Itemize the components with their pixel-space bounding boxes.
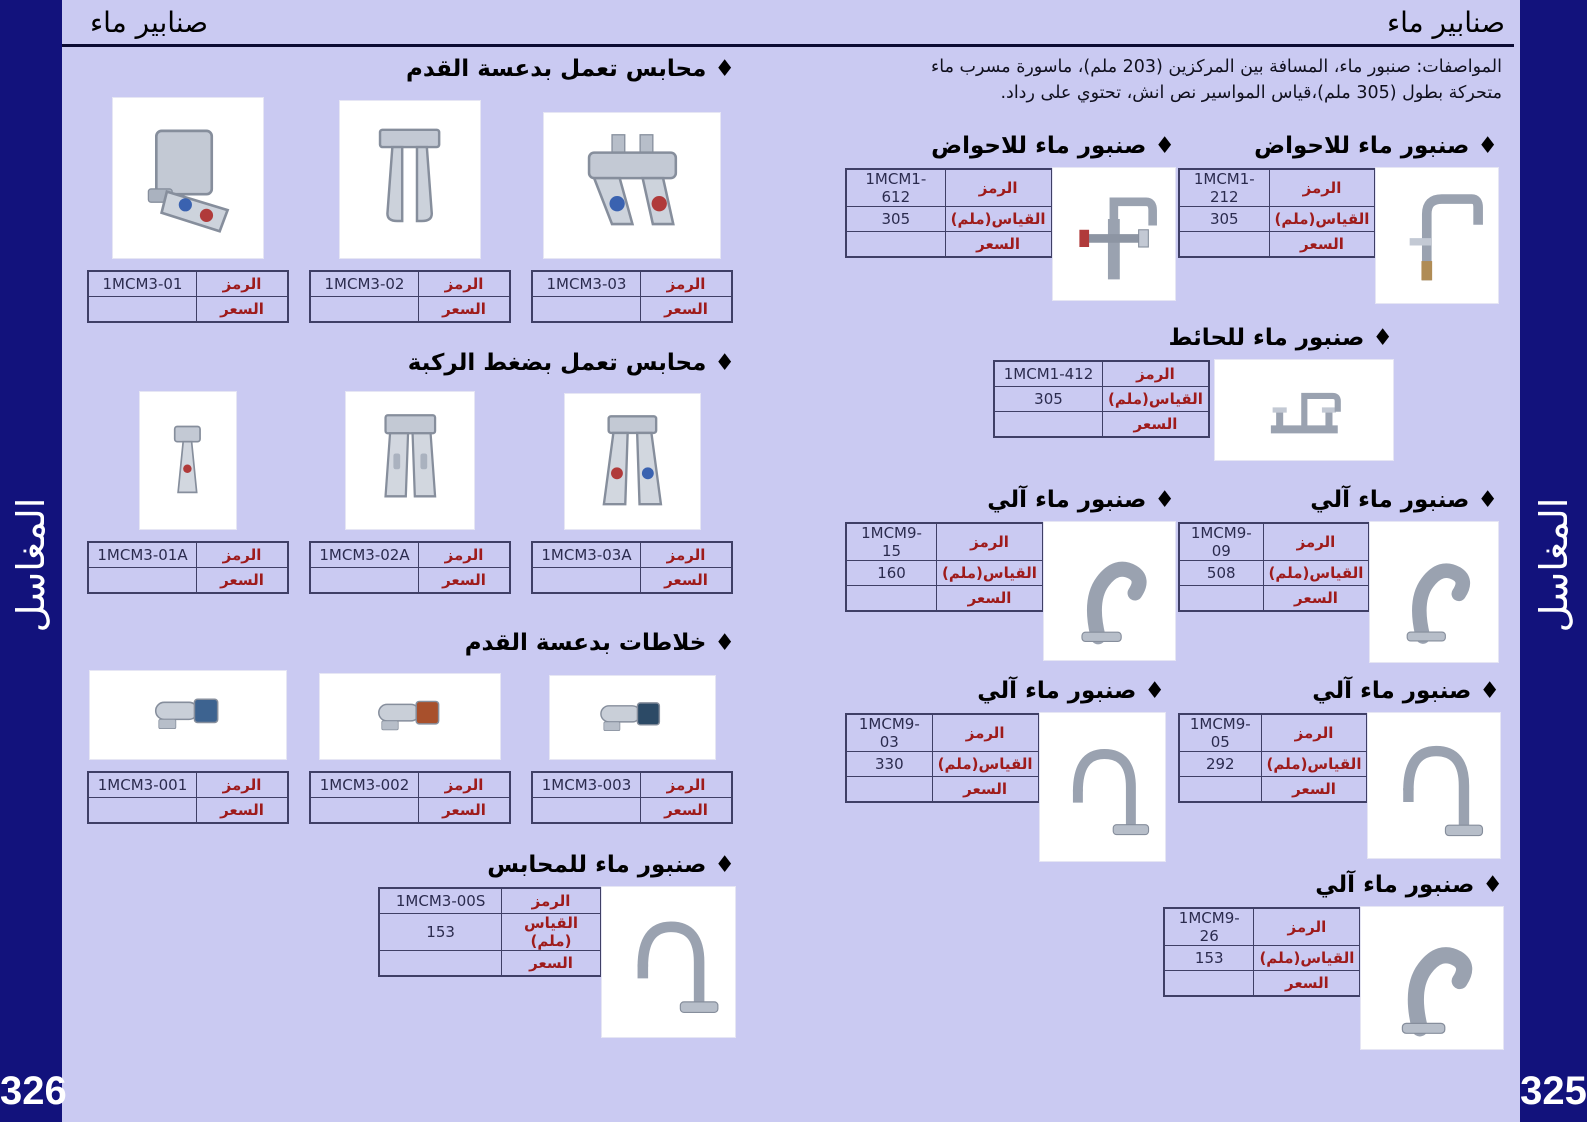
left-sidebar — [0, 0, 67, 1122]
product-price — [846, 777, 932, 803]
product-table — [1163, 907, 1361, 997]
double-pedal-icon — [348, 110, 471, 248]
code-label: الرمز — [1269, 169, 1375, 207]
product-column — [307, 384, 513, 594]
product-table — [993, 360, 1210, 438]
product-price — [846, 232, 945, 258]
product-image-sensor-faucet — [1361, 907, 1503, 1049]
product-image-wall-faucet — [1215, 360, 1393, 460]
product-price — [379, 951, 502, 977]
product-code: 1MCM3-01A — [88, 542, 197, 568]
product-code: 1MCM3-003 — [532, 772, 641, 798]
knee-double-valve-icon — [354, 400, 467, 521]
right-sidebar — [1520, 0, 1587, 1122]
product-code: 1MCM9-03 — [846, 714, 932, 752]
product-table — [531, 541, 733, 594]
product-column — [307, 664, 513, 824]
price-label: السعر — [1269, 232, 1375, 258]
product-column — [529, 664, 735, 824]
gooseneck-faucet-icon — [1376, 722, 1492, 850]
title-underline — [62, 44, 1514, 47]
section-title: ♦ صنبور ماء آلي — [987, 487, 1175, 513]
left-page-title: صنابير ماء — [90, 6, 209, 39]
wall-faucet-icon — [1226, 366, 1383, 454]
product-card-1MCM9-26 — [1163, 872, 1503, 1049]
product-table — [87, 771, 289, 824]
product-price — [1179, 586, 1263, 612]
product-size: 292 — [1179, 752, 1261, 777]
price-label: السعر — [1261, 777, 1367, 803]
price-label: السعر — [419, 297, 511, 323]
code-label: الرمز — [419, 542, 511, 568]
product-size: 508 — [1179, 561, 1263, 586]
sidebar-vertical-label: المغاسل — [1531, 497, 1576, 633]
right-page-number: 325 — [1520, 1069, 1587, 1113]
code-label: الرمز — [197, 542, 289, 568]
code-label: الرمز — [419, 772, 511, 798]
section-title: ♦ خلاطات بدعسة القدم — [464, 630, 735, 656]
product-image-foot-mixer — [320, 674, 500, 759]
product-image-double-pedal-valve — [340, 101, 480, 258]
product-card-1MCM9-03 — [845, 678, 1165, 861]
size-label: القياس(ملم) — [1254, 946, 1360, 971]
product-image-knee-double-valve — [346, 392, 474, 529]
product-price — [994, 412, 1103, 438]
size-label: القياس(ملم) — [937, 561, 1043, 586]
section-title: ♦ صنبور ماء آلي — [977, 678, 1165, 704]
knee-valve-icon — [146, 400, 230, 521]
double-lever-icon — [573, 402, 692, 521]
product-price — [1179, 777, 1261, 803]
code-label: الرمز — [197, 271, 289, 297]
size-label: القياس(ملم) — [1261, 752, 1367, 777]
code-label: الرمز — [641, 271, 733, 297]
double-valve-icon — [555, 122, 710, 250]
sensor-faucet-icon — [1052, 530, 1167, 651]
right-page-title: صنابير ماء — [1386, 6, 1505, 39]
product-size: 305 — [994, 387, 1103, 412]
product-card-1MCM1-612 — [845, 133, 1175, 300]
product-image-single-faucet — [1376, 168, 1498, 303]
code-label: الرمز — [937, 523, 1043, 561]
product-price — [310, 798, 419, 824]
product-code: 1MCM9-09 — [1179, 523, 1263, 561]
deck-faucet-icon — [1384, 176, 1491, 295]
specifications-text: المواصفات: صنبور ماء، المسافة بين المركزين (203 ملم)، ماسورة مسرب ماء متحركة بطول (305 ملم)،قياس المواسير نص انش، تحتوي على رداد. — [931, 57, 1502, 103]
code-label: الرمز — [1263, 523, 1369, 561]
section-title: ♦ صنبور ماء آلي — [1310, 487, 1498, 513]
product-price — [532, 798, 641, 824]
price-label: السعر — [932, 777, 1038, 803]
product-image-foot-mixer — [90, 671, 286, 759]
product-price — [846, 586, 937, 612]
product-price — [1179, 232, 1269, 258]
product-code: 1MCM3-02 — [310, 271, 419, 297]
code-label: الرمز — [641, 772, 733, 798]
code-label: الرمز — [932, 714, 1038, 752]
code-label: الرمز — [1103, 361, 1209, 387]
foot-mixer-icon — [331, 679, 489, 754]
product-code: 1MCM1-612 — [846, 169, 945, 207]
section-knee-press-valves — [85, 350, 735, 594]
size-label: القياس(ملم) — [1263, 561, 1369, 586]
section-title: ♦ صنبور ماء للاحواض — [931, 133, 1175, 159]
product-image-knee-valve — [140, 392, 236, 529]
price-label: السعر — [641, 568, 733, 594]
product-image-foot-valve — [113, 98, 263, 258]
code-label: الرمز — [1254, 908, 1360, 946]
product-table — [845, 713, 1040, 803]
product-image-gooseneck-faucet — [1368, 713, 1500, 858]
product-size: 305 — [846, 207, 945, 232]
product-table — [1178, 522, 1370, 612]
size-label: القياس(ملم) — [1103, 387, 1209, 412]
size-label: القياس (ملم) — [502, 914, 601, 951]
section-title: ♦ صنبور ماء آلي — [1315, 872, 1503, 898]
code-label: الرمز — [419, 271, 511, 297]
product-code: 1MCM3-00S — [379, 888, 502, 914]
product-code: 1MCM3-002 — [310, 772, 419, 798]
product-size: 160 — [846, 561, 937, 586]
product-code: 1MCM9-15 — [846, 523, 937, 561]
product-table — [845, 522, 1044, 612]
product-card-1MCM9-05 — [1178, 678, 1500, 858]
product-column — [307, 90, 513, 323]
price-label: السعر — [197, 297, 289, 323]
product-table — [309, 270, 511, 323]
product-column — [529, 90, 735, 323]
price-label: السعر — [945, 232, 1051, 258]
product-table — [87, 270, 289, 323]
product-price — [310, 568, 419, 594]
left-page-number: 326 — [0, 1069, 67, 1113]
code-label: الرمز — [502, 888, 601, 914]
product-code: 1MCM3-03 — [532, 271, 641, 297]
product-code: 1MCM1-212 — [1179, 169, 1269, 207]
sidebar-vertical-label: المغاسل — [9, 497, 53, 633]
product-size: 330 — [846, 752, 932, 777]
product-column — [85, 384, 291, 594]
code-label: الرمز — [1261, 714, 1367, 752]
size-label: القياس(ملم) — [932, 752, 1038, 777]
product-image-gooseneck-faucet — [1040, 713, 1165, 861]
sensor-faucet-icon — [1378, 530, 1490, 653]
section-title: ♦ محابس تعمل بضغط الركبة — [407, 350, 735, 376]
product-table — [531, 771, 733, 824]
foot-mixer-icon — [102, 676, 274, 753]
product-size: 153 — [379, 914, 502, 951]
code-label: الرمز — [197, 772, 289, 798]
product-table — [87, 541, 289, 594]
product-price — [1164, 971, 1254, 997]
product-column — [85, 90, 291, 323]
price-label: السعر — [419, 798, 511, 824]
foot-valve-icon — [122, 108, 254, 249]
foot-mixer-icon — [559, 681, 704, 754]
section-foot-pedal-valves — [85, 56, 735, 323]
product-price — [88, 798, 197, 824]
product-image-sensor-faucet — [1370, 522, 1498, 662]
size-label: القياس(ملم) — [1269, 207, 1375, 232]
product-table — [1178, 168, 1376, 258]
product-card-1MCM1-212 — [1178, 133, 1498, 303]
product-size: 153 — [1164, 946, 1254, 971]
product-image-gooseneck-faucet — [602, 887, 735, 1037]
code-label: الرمز — [641, 542, 733, 568]
product-card-1MCM9-09 — [1178, 487, 1498, 662]
product-code: 1MCM3-001 — [88, 772, 197, 798]
section-title: ♦ صنبور ماء للاحواض — [1254, 133, 1498, 159]
section-title: ♦ صنبور ماء للمحابس — [487, 852, 735, 878]
section-title: ♦ صنبور ماء آلي — [1312, 678, 1500, 704]
product-code: 1MCM1-412 — [994, 361, 1103, 387]
product-table — [845, 168, 1053, 258]
product-image-double-handle-faucet — [1053, 168, 1175, 300]
sensor-faucet-icon — [1370, 916, 1495, 1041]
product-code: 1MCM9-26 — [1164, 908, 1254, 946]
product-price — [310, 297, 419, 323]
product-table — [1178, 713, 1368, 803]
product-code: 1MCM9-05 — [1179, 714, 1261, 752]
price-label: السعر — [1103, 412, 1209, 438]
product-table — [309, 771, 511, 824]
section-title: ♦ صنبور ماء للحائط — [1168, 325, 1393, 351]
size-label: القياس(ملم) — [945, 207, 1051, 232]
product-price — [532, 568, 641, 594]
product-card-1MCM9-15 — [845, 487, 1175, 660]
code-label: الرمز — [945, 169, 1051, 207]
product-code: 1MCM3-02A — [310, 542, 419, 568]
price-label: السعر — [197, 568, 289, 594]
gooseneck-faucet-icon — [1047, 722, 1157, 852]
deck-faucet-two-handle-icon — [1060, 176, 1168, 292]
product-price — [532, 297, 641, 323]
product-image-double-foot-valve — [544, 113, 720, 258]
section-foot-pedal-mixers — [85, 630, 735, 824]
price-label: السعر — [641, 297, 733, 323]
product-code: 1MCM3-01 — [88, 271, 197, 297]
product-image-foot-mixer — [550, 676, 715, 759]
price-label: السعر — [1254, 971, 1360, 997]
product-table — [531, 270, 733, 323]
product-image-double-lever-valve — [565, 394, 700, 529]
product-card-1MCM1-412 — [993, 325, 1393, 460]
product-size: 305 — [1179, 207, 1269, 232]
price-label: السعر — [197, 798, 289, 824]
gooseneck-faucet-icon — [610, 896, 727, 1028]
price-label: السعر — [641, 798, 733, 824]
product-image-sensor-faucet — [1044, 522, 1175, 660]
product-card-1MCM3-00S — [378, 852, 735, 1037]
price-label: السعر — [1263, 586, 1369, 612]
section-title: ♦ محابس تعمل بدعسة القدم — [405, 56, 735, 82]
product-price — [88, 297, 197, 323]
product-table — [378, 887, 602, 977]
product-column — [85, 664, 291, 824]
product-price — [88, 568, 197, 594]
product-code: 1MCM3-03A — [532, 542, 641, 568]
price-label: السعر — [502, 951, 601, 977]
price-label: السعر — [419, 568, 511, 594]
product-column — [529, 384, 735, 594]
product-table — [309, 541, 511, 594]
price-label: السعر — [937, 586, 1043, 612]
